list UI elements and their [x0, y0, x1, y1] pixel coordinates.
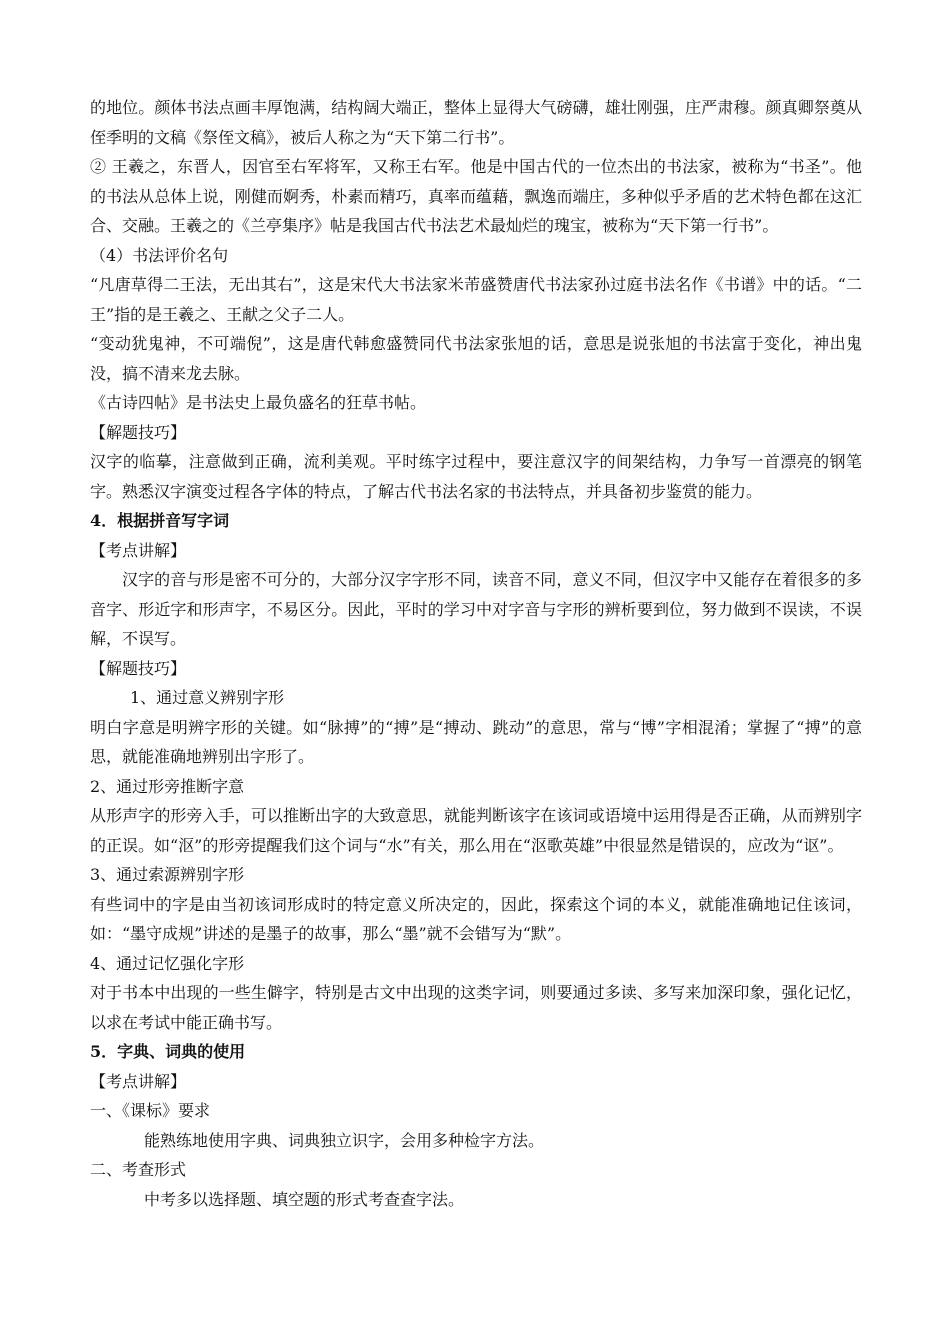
paragraph-copying-characters: 汉字的临摹，注意做到正确，流利美观。平时练字过程中，要注意汉字的间架结构，力争写一首漂亮的钢笔字。熟悉汉字演变过程各字体的特点，了解古代书法名家的书法特点，并具备初步鉴赏的能力。 [90, 452, 862, 501]
tip-body-2: 从形声字的形旁入手，可以推断出字的大致意思，就能判断该字在该词或语境中运用得是否正确，从而辨别字的正误。如“沤”的形旁提醒我们这个词与“水”有关，那么用在“沤歌英雄”中很显然是错误的，应改为“讴”。 [90, 806, 862, 855]
paragraph-curriculum-requirement: 能熟练地使用字典、词典独立识字，会用多种检字方法。 [144, 1130, 545, 1150]
tip-body-3: 有些词中的字是由当初该词形成时的特定意义所决定的，因此，探索这个词的本义，就能准确地记住该词，如：“墨守成规”讲述的是墨子的故事，那么“墨”就不会错写为“默”。 [90, 894, 862, 943]
tip-body-4: 对于书本中出现的一些生僻字，特别是古文中出现的这类字词，则要通过多读、多写来加深印象，强化记忆，以求在考试中能正确书写。 [90, 983, 862, 1032]
subheading-curriculum-requirement: 一、《课标》要求 [90, 1101, 211, 1120]
paragraph-wang-xizhi: ② 王羲之，东晋人，因官至右军将军，又称王右军。他是中国古代的一位杰出的书法家，被称为“书圣”。他的书法从总体上说，刚健而婀秀，朴素而精巧，真率而蕴藉，飘逸而端庄，多种似乎矛盾的艺术特色都在这汇合、交融。王羲之的《兰亭集序》帖是我国古代书法艺术最灿烂的瑰宝，被称为“天下第一行书”。 [90, 157, 862, 235]
paragraph-exam-format: 中考多以选择题、填空题的形式考查查字法。 [144, 1189, 465, 1209]
tip-heading-2: 2、通过形旁推断字意 [90, 776, 245, 796]
tip-heading-1: 1、通过意义辨别字形 [130, 688, 285, 707]
subheading-exam-format: 二、考查形式 [90, 1160, 187, 1179]
section-heading-4: 4．根据拼音写字词 [90, 511, 230, 530]
paragraph-mi-fu-quote: “凡唐草得二王法，无出其右”，这是宋代大书法家米芾盛赞唐代书法家孙过庭书法名作《书谱》中的话。“二王”指的是王羲之、王献之父子二人。 [90, 275, 862, 324]
subheading-calligraphy-quotes: （4）书法评价名句 [90, 245, 229, 265]
tip-heading-4: 4、通过记忆强化字形 [90, 953, 245, 973]
paragraph-gushi-sitie: 《古诗四帖》是书法史上最负盛名的狂草书帖。 [90, 393, 427, 412]
paragraph-yan-zhenqing-continued: 的地位。颜体书法点画丰厚饱满，结构阔大端正，整体上显得大气磅礴，雄壮刚强，庄严肃穆。颜真卿祭奠从侄季明的文稿《祭侄文稿》，被后人称之为“天下第二行书”。 [90, 98, 862, 147]
label-key-points: 【考点讲解】 [90, 1071, 187, 1091]
document-page [90, 93, 862, 1214]
label-solving-tips: 【解题技巧】 [90, 658, 187, 678]
tip-body-1: 明白字意是明辨字形的关键。如“脉搏”的“搏”是“搏动、跳动”的意思，常与“博”字相混淆；掌握了“搏”的意思，就能准确地辨别出字形了。 [90, 717, 862, 766]
label-solving-tips: 【解题技巧】 [90, 422, 187, 442]
label-key-points: 【考点讲解】 [90, 540, 187, 560]
paragraph-han-yu-quote: “变动犹鬼神，不可端倪”，这是唐代韩愈盛赞同代书法家张旭的话，意思是说张旭的书法富于变化，神出鬼没，搞不清来龙去脉。 [90, 334, 862, 383]
paragraph-sound-and-form: 汉字的音与形是密不可分的，大部分汉字字形不同，读音不同，意义不同，但汉字中又能存在着很多的多音字、形近字和形声字，不易区分。因此，平时的学习中对字音与字形的辨析要到位，努力做到不误读，不误解，不误写。 [90, 570, 862, 648]
tip-heading-3: 3、通过索源辨别字形 [90, 865, 245, 884]
section-heading-5: 5．字典、词典的使用 [90, 1042, 246, 1061]
